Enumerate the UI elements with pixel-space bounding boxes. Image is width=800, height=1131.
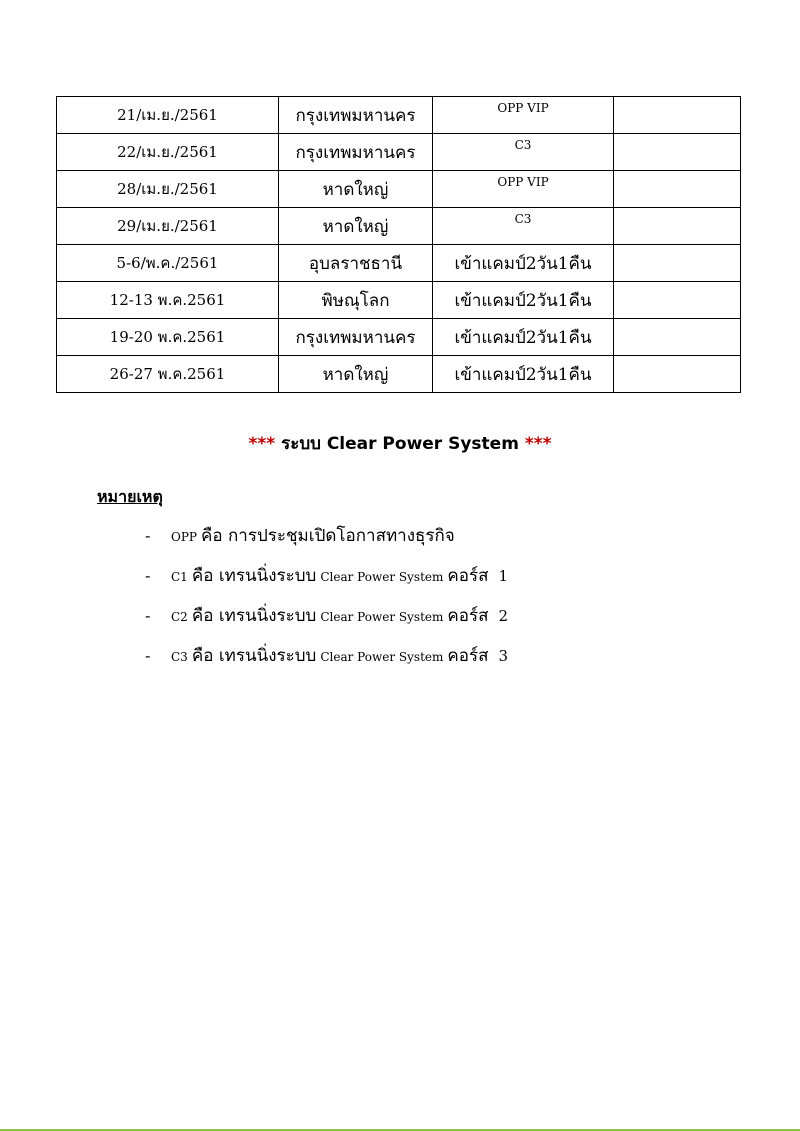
- place-cell: หาดใหญ่: [279, 356, 433, 393]
- place-cell: หาดใหญ่: [279, 208, 433, 245]
- event-cell: เข้าแคมป์2วัน1คืน: [433, 319, 614, 356]
- note-cell: [614, 134, 741, 171]
- remark-suffix: คอร์ส: [447, 566, 489, 586]
- remark-meaning: คือ เทรนนิ่งระบบ: [191, 646, 317, 666]
- table-row: [57, 134, 741, 171]
- place-cell: พิษณุโลก: [279, 282, 433, 319]
- note-cell: [614, 319, 741, 356]
- remark-term: C1: [171, 570, 188, 584]
- list-item: [145, 602, 508, 642]
- remark-term: OPP: [171, 530, 197, 544]
- stars-right: ***: [524, 434, 552, 454]
- remark-meaning: คือ เทรนนิ่งระบบ: [191, 606, 317, 626]
- remark-term: C3: [171, 650, 188, 664]
- place-cell: หาดใหญ่: [279, 171, 433, 208]
- note-cell: [614, 171, 741, 208]
- event-label: C3: [514, 138, 532, 152]
- system-heading-text: ระบบ Clear Power System: [281, 434, 519, 454]
- table-row: [57, 319, 741, 356]
- table-row: [57, 171, 741, 208]
- remarks-list: [145, 522, 508, 682]
- table-row: [57, 356, 741, 393]
- note-cell: [614, 245, 741, 282]
- note-cell: [614, 208, 741, 245]
- date-cell: 5-6/พ.ค./2561: [57, 245, 279, 282]
- remark-dash: -: [145, 566, 151, 585]
- remark-suffix: คอร์ส: [447, 646, 489, 666]
- date-cell: 28/เม.ย./2561: [57, 171, 279, 208]
- event-label: OPP VIP: [497, 101, 549, 115]
- remark-dash: -: [145, 646, 151, 665]
- stars-left: ***: [248, 434, 276, 454]
- event-cell: เข้าแคมป์2วัน1คืน: [433, 356, 614, 393]
- date-cell: 22/เม.ย./2561: [57, 134, 279, 171]
- list-item: [145, 562, 508, 602]
- remark-english: Clear Power System: [320, 610, 444, 624]
- remark-number: 2: [498, 607, 509, 625]
- note-cell: [614, 97, 741, 134]
- date-cell: 12-13 พ.ค.2561: [57, 282, 279, 319]
- event-cell: [433, 208, 614, 245]
- table-row: [57, 208, 741, 245]
- date-cell: 26-27 พ.ค.2561: [57, 356, 279, 393]
- place-cell: กรุงเทพมหานคร: [279, 134, 433, 171]
- list-item: [145, 642, 508, 682]
- remark-meaning: คือ เทรนนิ่งระบบ: [191, 566, 317, 586]
- place-cell: อุบลราชธานี: [279, 245, 433, 282]
- remark-english: Clear Power System: [320, 570, 444, 584]
- table-row: [57, 245, 741, 282]
- remark-meaning: คือ การประชุมเปิดโอกาสทางธุรกิจ: [201, 526, 455, 546]
- date-cell: 29/เม.ย./2561: [57, 208, 279, 245]
- remark-term: C2: [171, 610, 188, 624]
- remarks-title: หมายเหตุ: [97, 487, 163, 506]
- event-cell: [433, 171, 614, 208]
- remark-dash: -: [145, 526, 151, 545]
- event-cell: [433, 97, 614, 134]
- schedule-table: [56, 96, 741, 393]
- date-cell: 19-20 พ.ค.2561: [57, 319, 279, 356]
- remark-dash: -: [145, 606, 151, 625]
- place-cell: กรุงเทพมหานคร: [279, 319, 433, 356]
- note-cell: [614, 282, 741, 319]
- remark-suffix: คอร์ส: [447, 606, 489, 626]
- remark-english: Clear Power System: [320, 650, 444, 664]
- note-cell: [614, 356, 741, 393]
- event-cell: เข้าแคมป์2วัน1คืน: [433, 245, 614, 282]
- event-cell: เข้าแคมป์2วัน1คืน: [433, 282, 614, 319]
- remark-number: 1: [498, 567, 509, 585]
- remark-number: 3: [498, 647, 509, 665]
- event-label: OPP VIP: [497, 175, 549, 189]
- event-label: C3: [514, 212, 532, 226]
- event-cell: [433, 134, 614, 171]
- date-cell: 21/เม.ย./2561: [57, 97, 279, 134]
- system-heading: [0, 430, 800, 457]
- table-row: [57, 282, 741, 319]
- table-row: [57, 97, 741, 134]
- list-item: [145, 522, 508, 562]
- place-cell: กรุงเทพมหานคร: [279, 97, 433, 134]
